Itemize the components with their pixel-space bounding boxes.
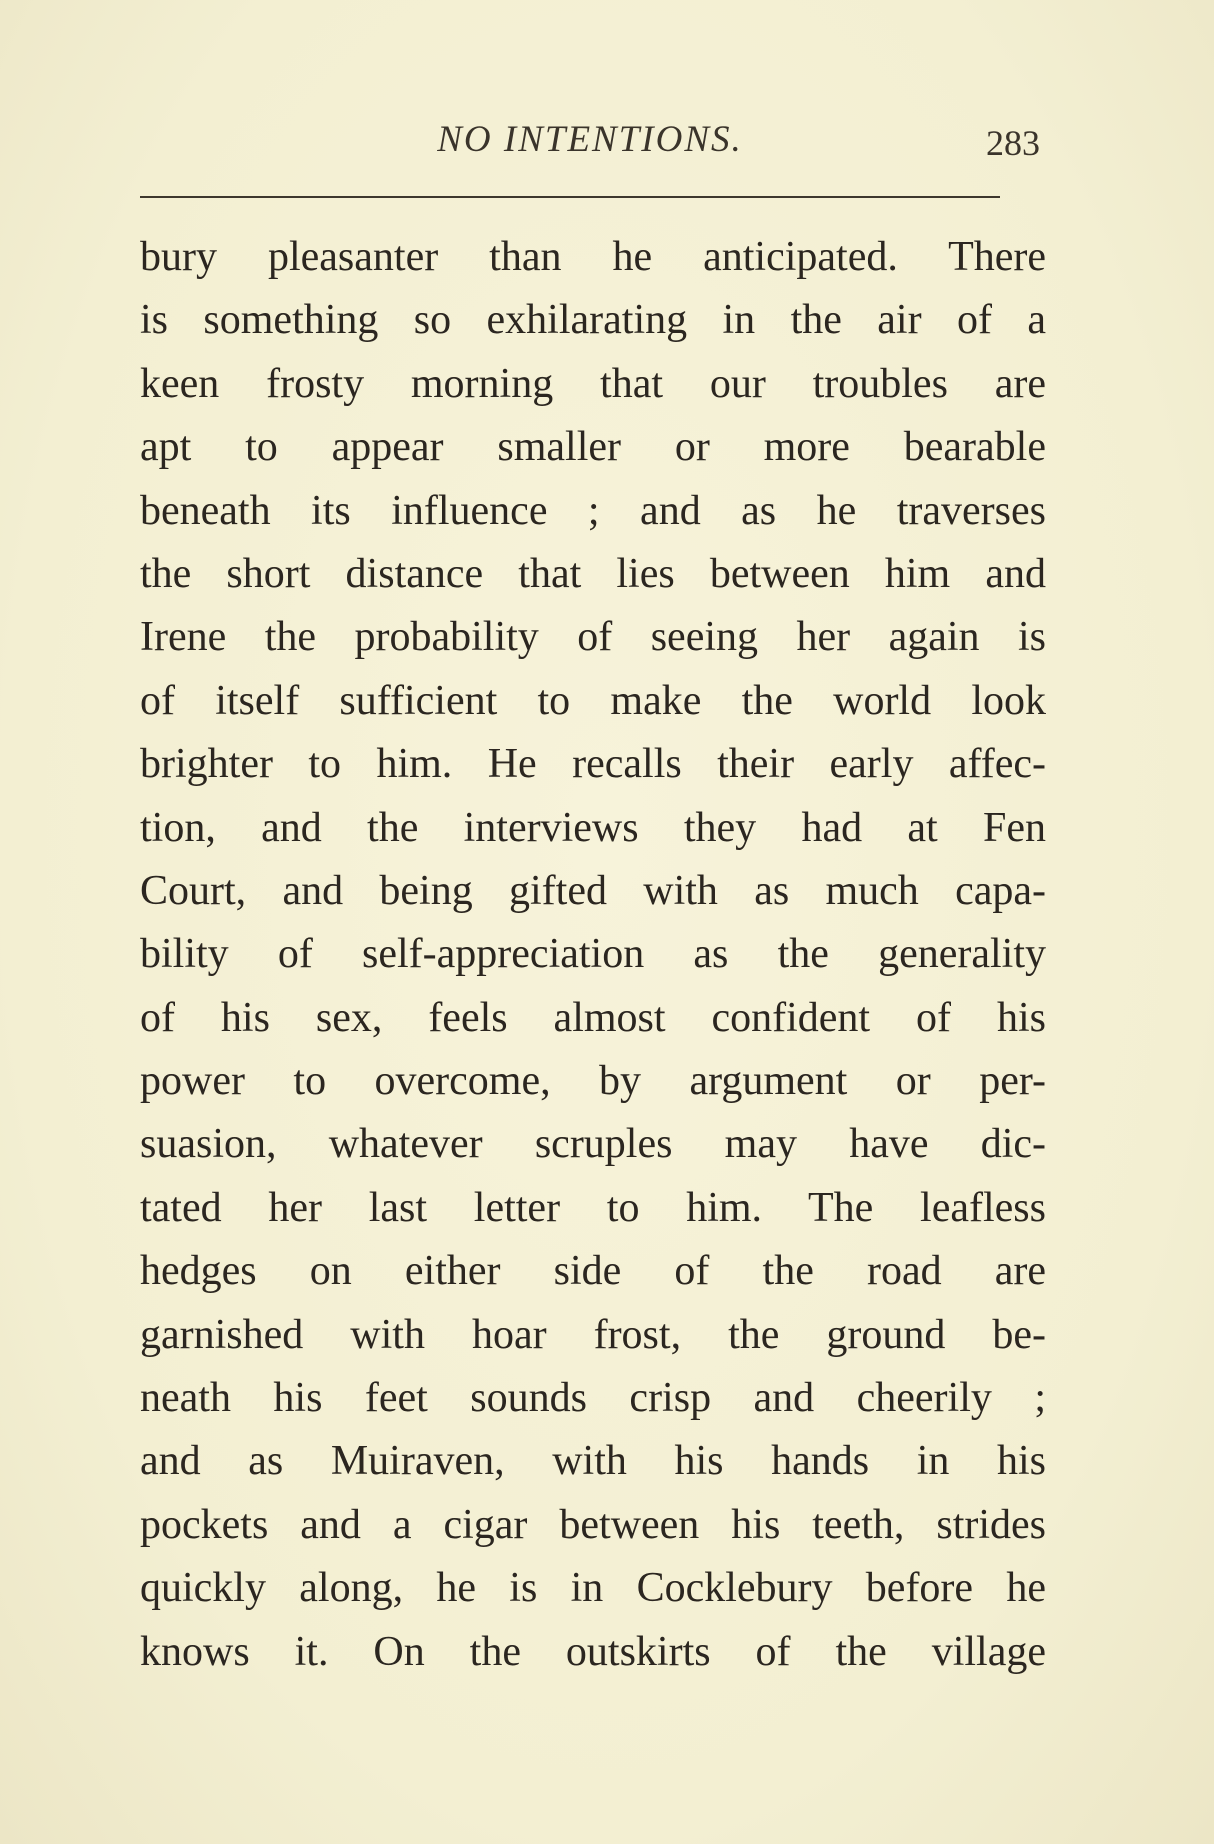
text-line: and as Muiraven, with his hands in his [140, 1438, 1046, 1485]
text-line: beneath its influence ; and as he traverses [140, 487, 1046, 534]
text-line: tion, and the interviews they had at Fen [140, 804, 1046, 851]
running-head: NO INTENTIONS. [437, 119, 743, 160]
text-line: brighter to him. He recalls their early affec- [140, 741, 1046, 788]
text-line: Court, and being gifted with as much capa- [140, 867, 1046, 914]
text-line: knows it. On the outskirts of the village [140, 1628, 1046, 1675]
text-line: Irene the probability of seeing her again is [140, 614, 1046, 661]
page-number: 283 [986, 123, 1040, 163]
text-line: apt to appear smaller or more bearable [140, 424, 1046, 471]
text-line: neath his feet sounds crisp and cheerily ; [140, 1375, 1046, 1422]
text-line: garnished with hoar frost, the ground be- [140, 1311, 1046, 1358]
text-line: bury pleasanter than he anticipated. There [140, 234, 1046, 280]
text-line: pockets and a cigar between his teeth, strides [140, 1501, 1046, 1548]
text-line: is something so exhilarating in the air of a [140, 297, 1046, 344]
text-line: quickly along, he is in Cocklebury before he [140, 1565, 1046, 1612]
text-line: power to overcome, by argument or per- [140, 1058, 1046, 1105]
text-line: the short distance that lies between him and [140, 550, 1046, 597]
text-line: of itself sufficient to make the world look [140, 677, 1046, 724]
page-header [140, 112, 1040, 172]
text-line: keen frosty morning that our troubles are [140, 360, 1046, 407]
text-line: suasion, whatever scruples may have dic- [140, 1121, 1046, 1168]
text-line: bility of self-appreciation as the generality [140, 931, 1046, 978]
header-rule [140, 196, 1000, 198]
text-line: of his sex, feels almost confident of his [140, 994, 1046, 1041]
text-line: hedges on either side of the road are [140, 1248, 1046, 1295]
text-line: tated her last letter to him. The leafless [140, 1184, 1046, 1231]
body-text [140, 226, 1046, 1684]
